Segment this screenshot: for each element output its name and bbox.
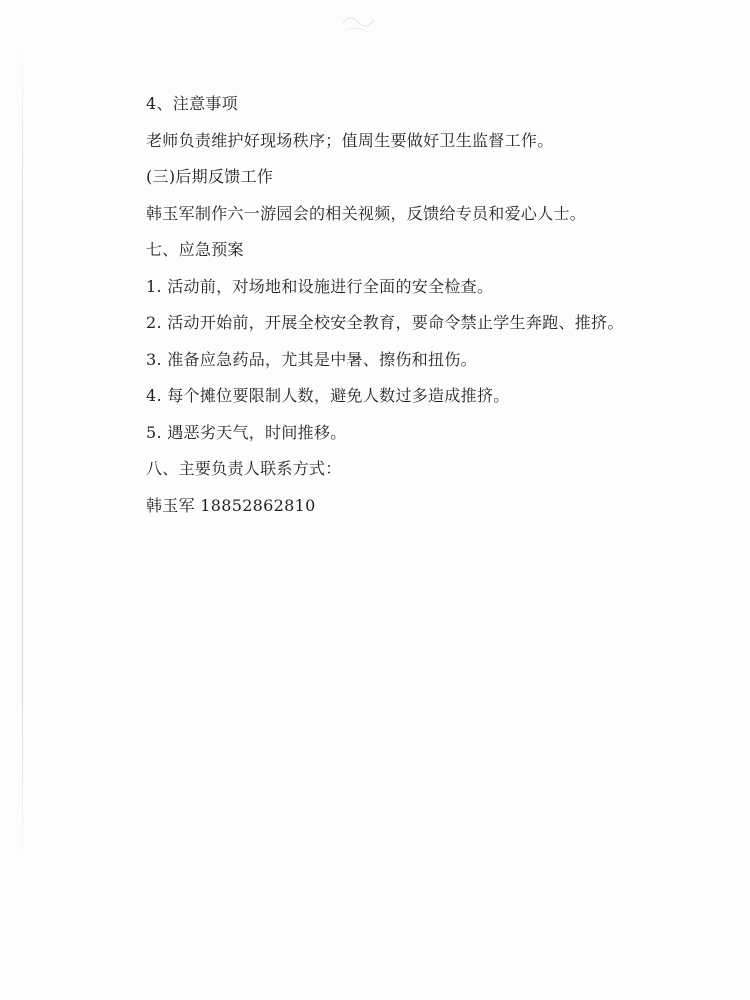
notes-text: 老师负责维护好现场秩序；值周生要做好卫生监督工作。 — [146, 130, 554, 150]
emergency-item-5: 5. 遇恶劣天气，时间推移。 — [146, 422, 347, 442]
emergency-item-4: 4. 每个摊位要限制人数，避免人数过多造成推挤。 — [146, 386, 510, 405]
heading-emergency-plan: 七、应急预案 — [146, 240, 244, 259]
heading-notes: 4、注意事项 — [146, 94, 238, 113]
scan-bleed-mark — [338, 8, 378, 38]
scan-shadow-edge — [22, 40, 23, 870]
emergency-item-2: 2. 活动开始前，开展全校安全教育，要命令禁止学生奔跑、推挤。 — [146, 313, 624, 332]
emergency-item-3: 3. 准备应急药品，尤其是中暑、擦伤和扭伤。 — [146, 349, 477, 369]
feedback-text: 韩玉军制作六一游园会的相关视频，反馈给专员和爱心人士。 — [146, 203, 587, 223]
heading-feedback: (三)后期反馈工作 — [146, 167, 274, 186]
heading-contact: 八、主要负责人联系方式： — [146, 459, 342, 478]
document-body — [146, 93, 666, 531]
contact-text: 韩玉军 18852862810 — [146, 495, 316, 515]
emergency-item-1: 1. 活动前，对场地和设施进行全面的安全检查。 — [146, 276, 494, 296]
